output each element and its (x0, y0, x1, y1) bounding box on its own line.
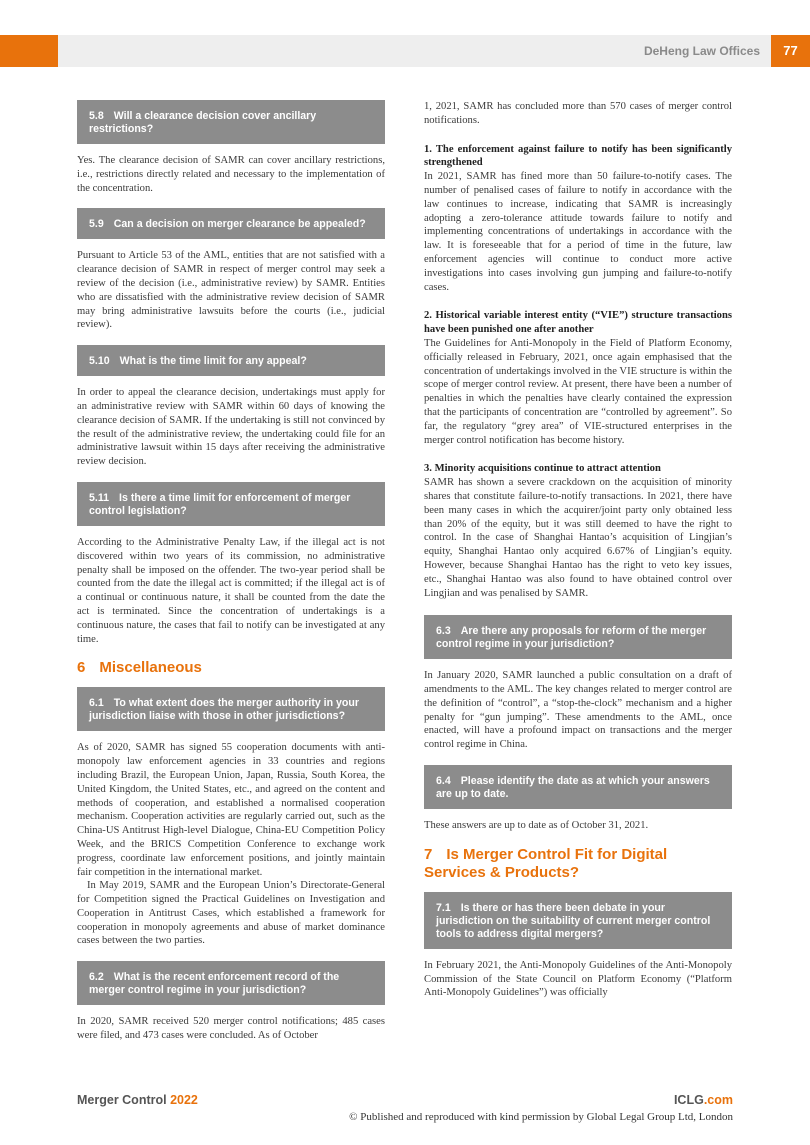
answer-6-1-paragraph: As of 2020, SAMR has signed 55 cooperation documents with anti-monopoly law enforcement agencies in 33 countries and regions including Brazil, the European Union, Japan, Russia, South Korea, the United Kingdom, the United States, etc., and agreed on the content and methods of cooperation, and established a normalised cooperation mechanism. Cooperation activities are regularly carried out, such as the China-US Antitrust High-level Dialogue, China-EU Competition Policy Week, and the BRICS Competition Conference to exchange work progress, coordinate law enforcement positions, and jointly maintain fair competition in the international market. (77, 742, 385, 878)
answer-5-10: In order to appeal the clearance decision, undertakings must apply for an administrative review with SAMR within 60 days of knowing the clearance decision of SAMR. If the undertaking is still not convinced by the result of the administrative review, the undertaking could file for an administrative lawsuit within 15 days after receiving the administrative review decision. (77, 387, 385, 468)
iclg-logo: ICLG.com (673, 1093, 733, 1107)
answer-6-4: These answers are up to date as of October 31, 2021. (424, 820, 649, 832)
question-6-2: 6.2 What is the recent enforcement record of the merger control regime in your jurisdiction? (77, 961, 385, 1005)
answer-5-11: According to the Administrative Penalty Law, if the illegal act is not discovered within two years of its commission, no administrative penalty shall be imposed on the offender. The two-year period shall be counted from the date the illegal act is committed; if the illegal act is of a continual or continuous nature, it shall be counted from the date the act is terminated. Since the concentration of undertakings is a continuous nature, the cases that fail to notify can be investigated at any time. (77, 536, 385, 645)
paragraph-enforcement: In 2021, SAMR has fined more than 50 failure-to-notify cases. The number of penalised cases of failure to notify in accordance with the law continues to increase, indicating that SAMR is increasingly adopting a zero-tolerance attitude towards failure to notify and implementing concentrations of undertakings in accordance with the law. It is foreseeable that for a period of time in the future, law enforcement agencies will continue to conduct more active investigations into cases involving gun jumping and failure-to-notify cases. (424, 171, 732, 293)
paragraph-vie: The Guidelines for Anti-Monopoly in the Field of Platform Economy, officially released in February, 2021, once again emphasised that the concentration of undertakings involved in the VIE structure is within the scope of merger control review. At present, there have been a number of penalties in which the penalties have clearly contained the expression that the participants of concentration are “controlled by agreement”. So far, the regulatory “grey area” of VIE-structured enterprises in the merger control notification has become history. (424, 337, 732, 446)
question-5-11: 5.11 Is there a time limit for enforcement of merger control legislation? (77, 482, 385, 526)
question-6-3: 6.3 Are there any proposals for reform of the merger control regime in your jurisdiction? (424, 615, 732, 659)
question-6-4: 6.4 Please identify the date as at which your answers are up to date. (424, 765, 732, 809)
question-7-1: 7.1 Is there or has there been debate in your jurisdiction on the suitability of current merger control tools to address digital mergers? (424, 892, 732, 949)
header-accent-block (0, 35, 58, 67)
firm-name: DeHeng Law Offices (643, 44, 760, 58)
subheading-enforcement: 1. The enforcement against failure to notify has been significantly strengthened (424, 143, 732, 169)
answer-6-3: In January 2020, SAMR launched a public consultation on a draft of amendments to the AML. The key changes related to merger control are the definition of “control”, a “stop-the-clock” mechanism and a higher penalty for “gun jumping”. These amendments to the AML, once enacted, will have a profound impact on transactions and the merger control regime in China. (424, 670, 732, 751)
section-7-heading: 7 Is Merger Control Fit for Digital Services & Products? (424, 845, 668, 881)
answer-5-8: Yes. The clearance decision of SAMR can cover ancillary restrictions, i.e., restrictions directly related and necessary to the implementation of the concentration. (77, 155, 385, 194)
question-5-8: 5.8 Will a clearance decision cover ancillary restrictions? (77, 100, 385, 144)
right-column (424, 100, 732, 1000)
answer-6-2-continued: 1, 2021, SAMR has concluded more than 570 cases of merger control notifications. (424, 101, 732, 126)
subheading-minority: 3. Minority acquisitions continue to attract attention (424, 463, 661, 475)
left-column (77, 100, 385, 1043)
question-6-1: 6.1 To what extent does the merger authority in your jurisdiction liaise with those in other jurisdictions? (77, 687, 385, 731)
answer-6-2: In 2020, SAMR received 520 merger control notifications; 485 cases were filed, and 473 cases were concluded. As of October (77, 1016, 385, 1042)
section-6-heading: 6 Miscellaneous (77, 659, 202, 677)
subheading-vie: 2. Historical variable interest entity (“VIE”) structure transactions have been punished one after another (424, 310, 732, 336)
paragraph-minority: SAMR has shown a severe crackdown on the acquisition of minority shares that constitute failure-to-notify transactions. In 2021, there have been many cases in which the acquirer/joint party only obtained less than 20% of the equity, but it was still deemed to have the right to control. In the case of Shanghai Hantao’s acquisition of Lingjian’s equity, Shanghai Hantao only acquired 6.67% of Lingjian’s equity. However, because Shanghai Hantao has the right to veto key issues, etc., Shanghai Hantao was also found to have obtained control over Lingjian and was penalised by SAMR. (424, 477, 732, 599)
copyright-notice: © Published and reproduced with kind permission by Global Legal Group Ltd, London (349, 1111, 733, 1123)
answer-5-9: Pursuant to Article 53 of the AML, entities that are not satisfied with a clearance decision of SAMR in respect of merger control may seek a review of the decision (i.e., administrative review) by SAMR. Entities who are dissatisfied with the administrative review decision of SAMR may bring administrative lawsuits before the courts (i.e., judicial review). (77, 250, 385, 331)
question-5-9: 5.9 Can a decision on merger clearance be appealed? (77, 208, 385, 239)
question-5-10: 5.10 What is the time limit for any appeal? (77, 345, 385, 376)
answer-7-1: In February 2021, the Anti-Monopoly Guidelines of the Anti-Monopoly Commission of the State Council on Platform Economy (“Platform Anti-Monopoly Guidelines”) was officially (424, 959, 732, 999)
publication-title: Merger Control 2022 (77, 1093, 198, 1107)
answer-6-1-paragraph: In May 2019, SAMR and the European Union’s Directorate-General for Competition signed the Practical Guidelines on Investigation and Cooperation in Antitrust Cases, which established a framework for cooperation in monopoly agreements and abuse of market dominance cases between the two parties. (77, 880, 385, 947)
page-number: 77 (783, 43, 798, 58)
